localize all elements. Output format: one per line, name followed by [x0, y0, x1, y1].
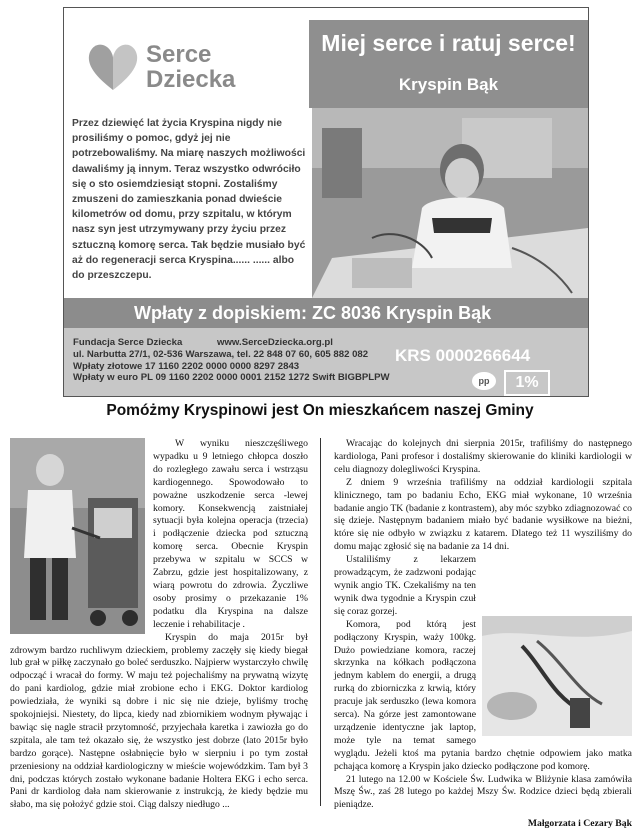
child-name: Kryspin Bąk [398, 75, 499, 94]
paragraph: Ustaliliśmy z lekarzem prowadzącym, że zadzwoni podając wynik angio TK. Czekaliśmy na ten wynik dwa tygodnie a Kryspin czuł się coraz gorzej. [334, 554, 476, 617]
fundraising-poster [63, 7, 589, 397]
article-signature: Małgorzata i Cezary Bąk [527, 818, 632, 830]
one-percent-badge: 1% [504, 370, 550, 396]
payment-note: Wpłaty z dopiskiem: ZC 8036 Kryspin Bąk [64, 298, 588, 328]
poster-slogan: Miej serce i ratuj serce! [321, 30, 576, 56]
article-right-column [334, 438, 632, 831]
krs-number: KRS 0000266644 [395, 346, 531, 365]
poster-banner [64, 8, 588, 108]
boy-photo [10, 438, 145, 634]
foundation-logo-text: Serce Dziecka [146, 41, 236, 93]
paragraph: Wracając do kolejnych dni sierpnia 2015r, trafiliśmy do następnego kardiologa, Pani profesor i dostaliśmy skierowanie do kliniki kardiologii w celu diagnozy dolegliwości Kryspina. [334, 438, 632, 475]
paragraph: Z dniem 9 września trafiliśmy na oddział kardiologii szpitala klinicznego, tam po badaniu Echo, EKG miał wykonane, 10 września badanie angio TK (badanie z kontrastem), aby móc szybko zdiagnozować co się dzieje. Następnym badaniem miało być badanie wysiłkowe na bieżni, które się nie odbyło w związku z katarem. Dlatego też 11 wysziliśmy do domu mając zgłosić się na badanie za 14 dni. [334, 476, 632, 553]
paragraph: W wyniku nieszczęśliwego wypadku u 9 letniego chłopca doszło do rozległego zawału serca i wstrząsu kardiogennego. Spowodowało to poważne uszkodzenie serca -lewej komory. Konsekwencją zaistniałej sytuacji była kolejna operacja (trzecia) i podłączenie dziecka pod sztuczną komorę serca. Obecnie Kryspin przebywa w szpitalu w SCCS w Zabrzu, gdzie jest hospitalizowany, z wiarą powrotu do zdrowia. Życzliwe osoby prosimy o przekazanie 1% podatku dla Kryspina na dalsze leczenie i rehabilitacje . [153, 438, 308, 630]
article-left-column [10, 438, 308, 812]
paragraph: 21 lutego na 12.00 w Kościele Św. Ludwika w Bliżynie klasa zamówiła Mszę Św., zaś 28 lutego po każdej Mszy Św. Rodzice dzieci będą zbierali pieniądze. [334, 773, 632, 811]
column-divider [320, 438, 321, 806]
slogan-band [309, 20, 588, 108]
foundation-contact [73, 337, 390, 384]
foundation-name: Fundacja Serce Dziecka [73, 337, 183, 348]
eur-account: Wpłaty w euro PL 09 1160 2202 0000 0001 2152 1272 Swift BIGBPLPW [73, 372, 390, 384]
pln-account: Wpłaty złotowe 17 1160 2202 0000 0000 8297 2843 [73, 360, 300, 372]
story-text: Przez dziewięć lat życia Kryspina nigdy nie prosiliśmy o pomoc, gdyż jej nie potrzebowaliśmy. Na miarę naszych możliwości dawaliśmy ją innym. Teraz wszystko odwróciło się o sto osiemdziesiąt stopni. Zostaliśmy zmuszeni do zamieszkania ponad dwieście kilometrów od domu, przy szpitalu, w którym nasz syn jest utrzymywany przy życiu przez sztuczną komorę serca. Tak będzie musiało być aż do regeneracji serca Kryspina...... ...... albo do przeszczepu. [72, 118, 306, 282]
paragraph: Kryspin do maja 2015r był zdrowym bardzo ruchliwym dzieckiem, problemy zaczęły się kiedy biegał lub grał w piłkę zaczynało go boleć serduszko. Najpierw wystarczyło chwilę odpocząć i wracał do formy. W maju też pojechaliśmy na prywatną wizytę do pani kardiolog, gdzie miał zrobione echo i EKG. Doktor kardiolog powiedziała, że wyniki są dobre i nic się nie dzieje, byliśmy trochę spokojniejsi. Niestety, do lipca, kiedy nad zbiornikiem wodnym pływając i bawiąc się nagle stracił przytomność, przyjechała karetka i zawiozła go do szpitala, ale tam też okazało się, że wszystko jest dobrze (lato 2015r było bardzo gorące). Następne osłabnięcie było w sierpniu i po tym został przeniesiony na oddział kardiologiczny w mieście wojewódzkim. Tam był 3 dni, podczas których zostało wykonane badanie Holtera EKG i echo serca. Pani dr kardiolog dała nam skierowanie z instrukcją, że kiedy będzie mu słabo, ma się położyć gdzie stoi. Ciąg dalszy niedługo ... [10, 631, 308, 811]
poster-story [64, 108, 312, 298]
poster-footer [64, 328, 588, 396]
heart-pump-photo [482, 616, 632, 736]
heart-logo-icon [84, 38, 142, 94]
hospital-photo [312, 108, 588, 298]
foundation-address: ul. Narbutta 27/1, 02-536 Warszawa, tel. 22 848 07 60, 605 882 082 [73, 348, 369, 360]
paragraph: Komora, pod którą jest podłączony Kryspin, waży 100kg. Dużo powiedziane komora, raczej skrzynka na kółkach podłączona jednym kablem do energii, a drugą rurką do zbiorniczka z krwią, który pracuje jak serduszko (lewa komora serca). Na górze jest zamontowane urządzenie identyczne jak laptop, może tyle na temat samego wyglądu. Jeżeli ktoś ma pytania bardzo chętnie odpowiem jako matka pchająca komorę a Kryspin jako dziecko podłączone pod komorę. [334, 618, 632, 772]
opp-logo-icon: pp [472, 372, 496, 390]
foundation-website: www.SerceDziecka.org.pl [217, 337, 333, 348]
article-headline: Pomóżmy Kryspinowi jest On mieszkańcem naszej Gminy [106, 402, 534, 419]
